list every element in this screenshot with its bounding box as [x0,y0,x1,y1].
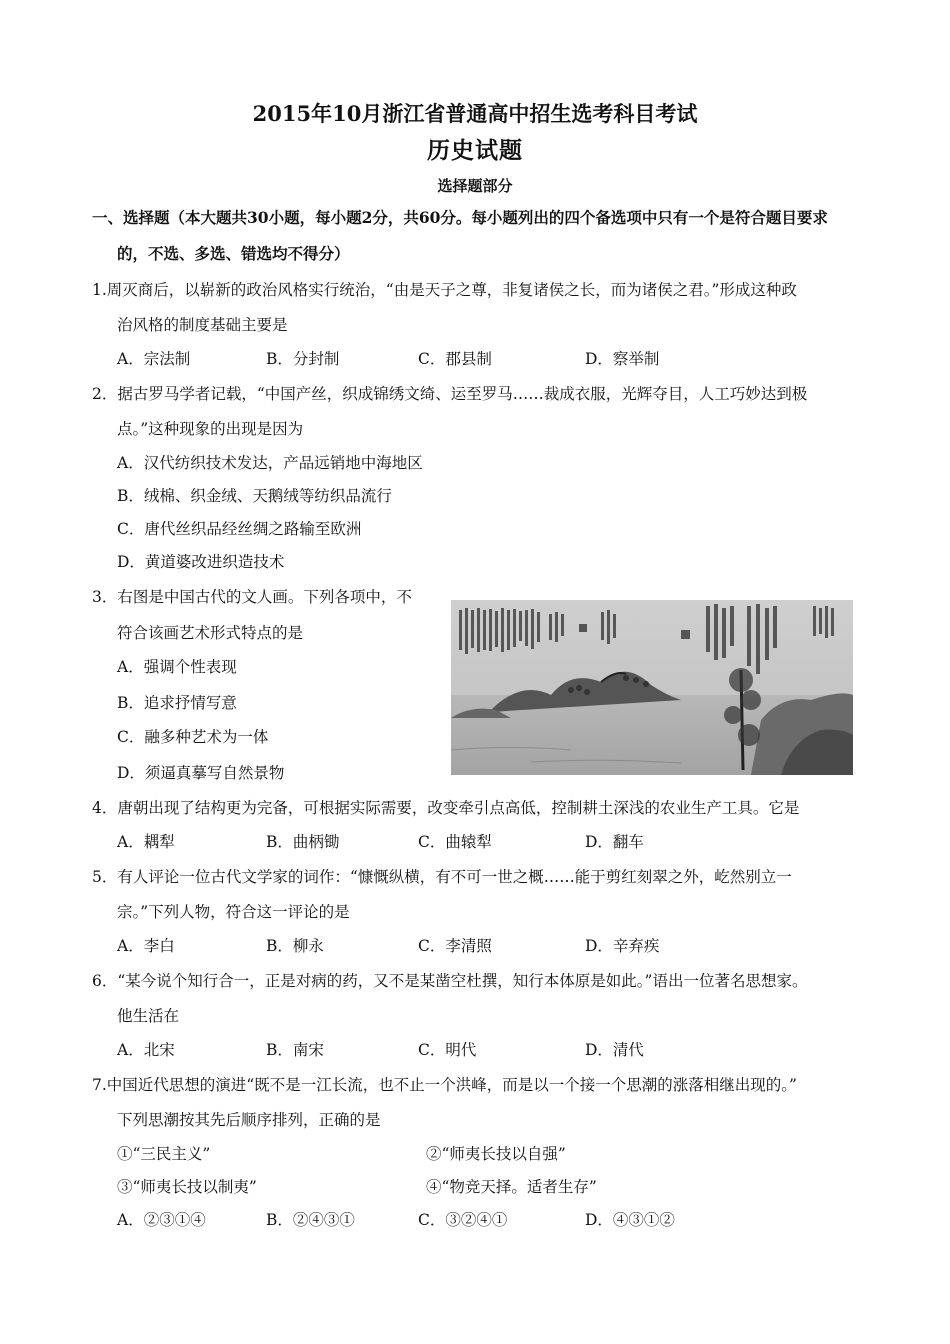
question-7-option-a: A．②③①④ [117,1211,206,1229]
question-4-option-c: C．曲辕犁 [418,833,492,851]
question-3-stem-cont: 符合该画艺术形式特点的是 [117,624,304,642]
question-7-option-b: B．②④③① [266,1211,355,1229]
question-3-option-b: B．追求抒情写意 [117,694,237,712]
question-7-item-1: ①“三民主义” [117,1145,211,1163]
question-5-option-b: B．柳永 [266,937,324,955]
question-5-option-d: D．辛弃疾 [585,937,660,955]
question-3-option-c: C．融多种艺术为一体 [117,728,269,746]
question-6-option-c: C．明代 [418,1041,477,1059]
question-6-option-a: A．北宋 [117,1041,175,1059]
question-6-option-d: D．清代 [585,1041,644,1059]
subject-title: 历史试题 [427,137,523,164]
question-2-stem-cont: 点。”这种现象的出现是因为 [117,420,304,438]
landscape-painting-image [451,600,853,775]
question-1-stem-cont: 治风格的制度基础主要是 [117,316,288,334]
question-7-option-d: D．④③①② [585,1211,675,1229]
question-4-option-b: B．曲柄锄 [266,833,340,851]
section-instruction: 一、选择题（本大题共30小题，每小题2分，共60分。每小题列出的四个备选项中只有一个是符合题目要求 [92,208,828,227]
question-7-item-4: ④“物竞天择。适者生存” [426,1178,597,1196]
question-6-option-b: B．南宋 [266,1041,324,1059]
question-5-option-a: A．李白 [117,937,175,955]
question-5-option-c: C．李清照 [418,937,492,955]
question-7-stem: 7.中国近代思想的演进“既不是一江长流，也不止一个洪峰，而是以一个接一个思潮的涨落相继出现的。” [92,1076,797,1094]
question-5-stem: 5．有人评论一位古代文学家的词作：“慷慨纵横，有不可一世之概……能于剪红刻翠之外，屹然别立一 [92,868,792,886]
question-1-option-d: D．察举制 [585,350,660,368]
question-1-option-c: C．郡县制 [418,350,492,368]
question-5-stem-cont: 宗。”下列人物，符合这一评论的是 [117,903,350,921]
part-title: 选择题部分 [437,177,513,195]
question-2-option-b: B．绒棉、织金绒、天鹅绒等纺织品流行 [117,487,392,505]
question-3-option-d: D．须逼真摹写自然景物 [117,764,285,782]
question-6-stem: 6．“某今说个知行合一，正是对病的药，又不是某凿空杜撰，知行本体原是如此。”语出一位著名思想家。 [92,972,808,990]
question-2-option-a: A．汉代纺织技术发达，产品远销地中海地区 [117,454,423,472]
section-instruction-cont: 的，不选、多选、错选均不得分） [117,244,350,263]
question-4-stem: 4．唐朝出现了结构更为完备，可根据实际需要，改变牵引点高低，控制耕土深浅的农业生产工具。它是 [92,799,800,817]
question-1-option-b: B．分封制 [266,350,340,368]
question-2-option-c: C．唐代丝织品经丝绸之路输至欧洲 [117,520,362,538]
question-3-stem: 3．右图是中国古代的文人画。下列各项中，不 [92,588,412,606]
question-7-option-c: C．③②④① [418,1211,508,1229]
question-4-option-a: A．耦犁 [117,833,175,851]
question-6-stem-cont: 他生活在 [117,1007,180,1025]
question-3-option-a: A．强调个性表现 [117,658,237,676]
exam-title: 2015年10月浙江省普通高中招生选考科目考试 [252,101,698,126]
question-7-item-2: ②“师夷长技以自强” [426,1145,566,1163]
question-1-stem: 1.周灭商后，以崭新的政治风格实行统治，“由是天子之尊，非复诸侯之长，而为诸侯之君。”形成这种政 [92,281,797,299]
question-7-item-3: ③“师夷长技以制夷” [117,1178,257,1196]
question-2-stem: 2．据古罗马学者记载，“中国产丝，织成锦绣文绮、运至罗马……裁成衣服，光辉夺目，人工巧妙达到极 [92,385,808,403]
question-7-stem-cont: 下列思潮按其先后顺序排列，正确的是 [117,1111,381,1129]
question-1-option-a: A．宗法制 [117,350,191,368]
question-2-option-d: D．黄道婆改进织造技术 [117,553,285,571]
question-4-option-d: D．翻车 [585,833,644,851]
